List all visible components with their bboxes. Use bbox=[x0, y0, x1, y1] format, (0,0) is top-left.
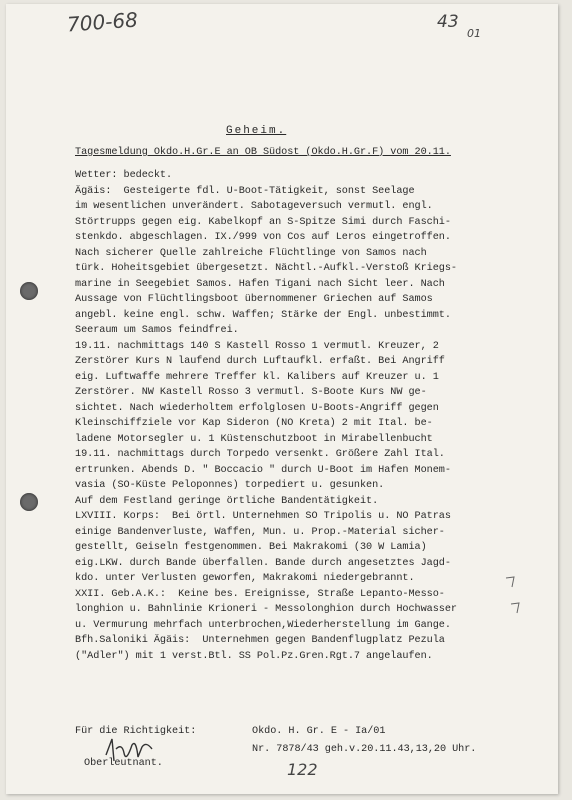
document-subtitle: Tagesmeldung Okdo.H.Gr.E an OB Südost (Okdo.H.Gr.F) vom 20.11. bbox=[75, 147, 451, 158]
report-line: 19.11. nachmittags 140 S Kastell Rosso 1 vermutl. Kreuzer, 2 bbox=[75, 340, 439, 352]
signature-rank: Oberleutnant. bbox=[84, 758, 163, 769]
report-line: 19.11. nachmittags durch Torpedo versenkt. Größere Zahl Ital. bbox=[75, 449, 445, 460]
report-line: eig.LKW. durch Bande überfallen. Bande durch angesetztes Jagd- bbox=[75, 557, 451, 569]
report-line: ("Adler") mit 1 verst.Btl. SS Pol.Pz.Gren.Rgt.7 angelaufen. bbox=[75, 650, 433, 662]
report-line: im wesentlichen unverändert. Sabotageversuch vermutl. engl. bbox=[75, 201, 433, 212]
handwritten-page-number: 43 bbox=[437, 12, 459, 32]
report-line: eig. Luftwaffe mehrere Treffer kl. Kalibers auf Kreuzer u. 1 bbox=[75, 371, 439, 383]
punch-hole-top bbox=[20, 282, 38, 300]
report-body bbox=[75, 168, 545, 664]
report-line: Seeraum um Samos feindfrei. bbox=[75, 325, 239, 336]
report-line: ladene Motorsegler u. 1 Küstenschutzboot in Mirabellenbucht bbox=[75, 433, 433, 445]
report-line: gestellt, Geiseln festgenommen. Bei Makrakomi (30 W Lamia) bbox=[75, 542, 427, 553]
report-line: Kleinschiffziele vor Kap Sideron (NO Kreta) 2 mit Ital. be- bbox=[75, 418, 433, 429]
punch-hole-bottom bbox=[20, 493, 38, 511]
report-line: Zerstörer Kurs N laufend durch Luftaufkl. erfaßt. Bei Angriff bbox=[75, 356, 445, 367]
handwritten-bottom-number: 122 bbox=[287, 760, 318, 779]
report-line: XXII. Geb.A.K.: Keine bes. Ereignisse, Straße Lepanto-Messo- bbox=[75, 588, 445, 600]
report-line: Wetter: bedeckt. bbox=[75, 170, 173, 181]
report-line: Auf dem Festland geringe örtliche Bandentätigkeit. bbox=[75, 495, 379, 507]
report-line: Aussage von Flüchtlingsboot übernommener Griechen auf Samos bbox=[75, 294, 433, 305]
report-line: Zerstörer. NW Kastell Rosso 3 vermutl. S-Boote Kurs NW ge- bbox=[75, 387, 427, 398]
report-line: angebl. keine engl. schw. Waffen; Stärke der Engl. unbestimmt. bbox=[75, 309, 451, 321]
handwritten-page-sub: 01 bbox=[467, 27, 481, 40]
report-line: Nach sicherer Quelle zahlreiche Flüchtlinge von Samos nach bbox=[75, 247, 427, 259]
reference-line-2: Nr. 7878/43 geh.v.20.11.43,13,20 Uhr. bbox=[252, 744, 477, 755]
report-line: LXVIII. Korps: Bei örtl. Unternehmen SO Tripolis u. NO Patras bbox=[75, 511, 451, 522]
report-line: türk. Hoheitsgebiet übergesetzt. Nächtl.-Aufkl.-Verstoß Kriegs- bbox=[75, 263, 458, 274]
report-line: sichtet. Nach wiederholtem erfolglosen U-Boots-Angriff gegen bbox=[75, 402, 439, 414]
report-line: ertrunken. Abends D. " Boccacio " durch U-Boot im Hafen Monem- bbox=[75, 464, 451, 476]
reference-line-1: Okdo. H. Gr. E - Ia/01 bbox=[252, 726, 386, 737]
report-line: marine in Seegebiet Samos. Hafen Tigani nach Sicht leer. Nach bbox=[75, 278, 445, 290]
report-line: Ägäis: Gesteigerte fdl. U-Boot-Tätigkeit, sonst Seelage bbox=[75, 185, 415, 197]
report-line: u. Vermurung mehrfach unterbrochen,Wiederherstellung im Gange. bbox=[75, 619, 451, 631]
report-line: vasia (SO-Küste Peloponnes) torpediert u. gesunken. bbox=[75, 480, 385, 491]
report-line: kdo. unter Verlusten geworfen, Makrakomi niedergebrannt. bbox=[75, 573, 415, 584]
document-title: Geheim. bbox=[226, 125, 287, 137]
report-line: longhion u. Bahnlinie Krioneri - Messolonghion durch Hochwasser bbox=[75, 604, 458, 615]
richtigkeit-label: Für die Richtigkeit: bbox=[75, 726, 197, 737]
report-line: einige Bandenverluste, Waffen, Mun. u. Prop.-Material sicher- bbox=[75, 526, 445, 538]
report-line: stenkdo. abgeschlagen. IX./999 von Cos auf Leros eingetroffen. bbox=[75, 232, 451, 243]
handwritten-archive-number: 700-68 bbox=[66, 7, 139, 37]
report-line: Störtrupps gegen eig. Kabelkopf an S-Spitze Simi durch Faschi- bbox=[75, 216, 451, 228]
report-line: Bfh.Saloniki Ägäis: Unternehmen gegen Bandenflugplatz Pezula bbox=[75, 635, 445, 646]
